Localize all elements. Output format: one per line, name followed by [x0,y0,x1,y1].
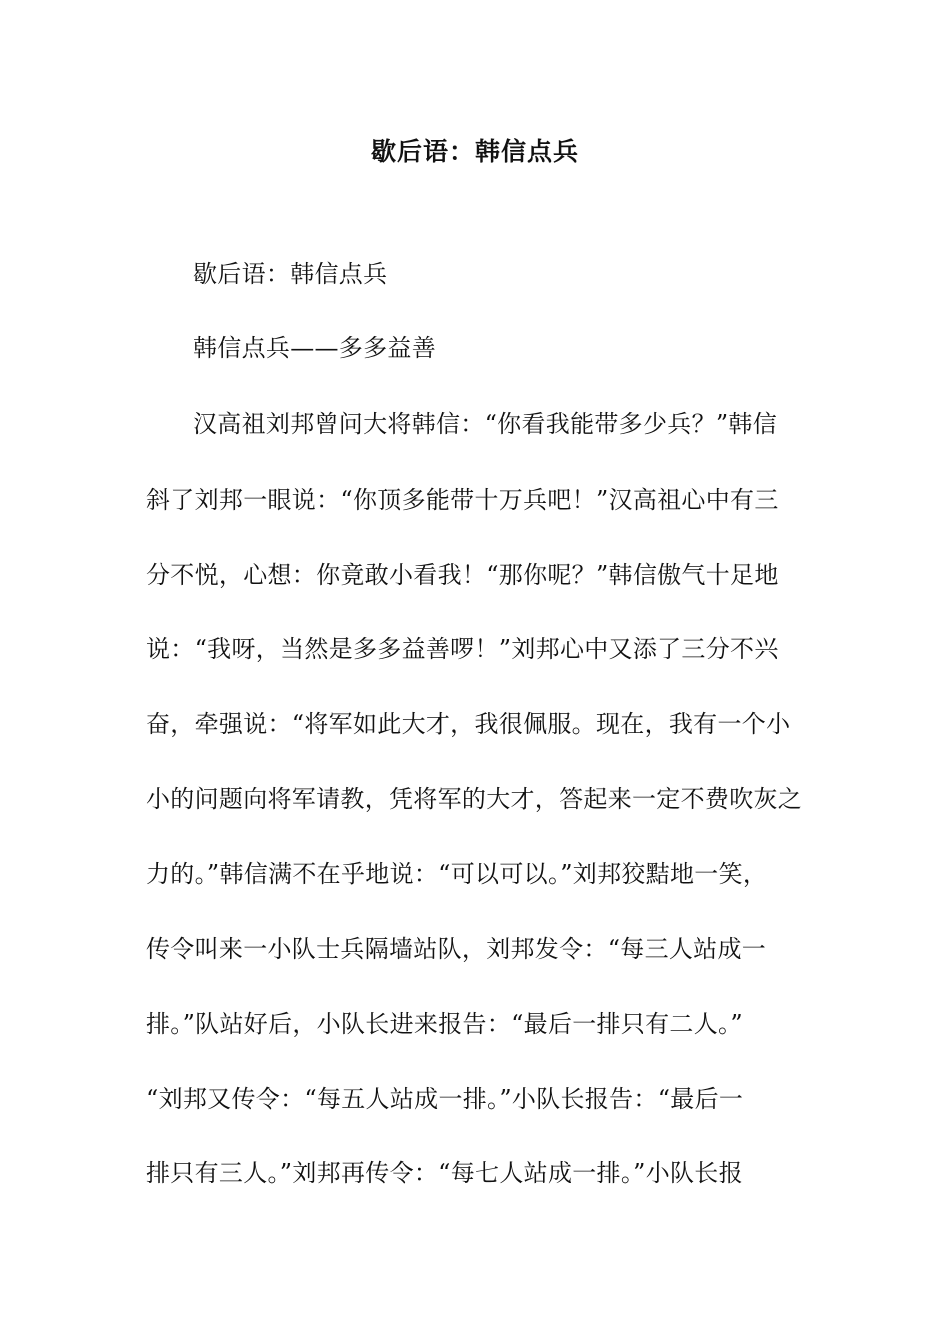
paragraph-line: 说：“我呀，当然是多多益善啰！”刘邦心中又添了三分不兴 [146,635,779,663]
paragraph-line: 排只有三人。”刘邦再传令：“每七人站成一排。”小队长报 [146,1159,743,1187]
paragraph-line: 汉高祖刘邦曾问大将韩信：“你看我能带多少兵？”韩信 [193,410,778,438]
document-title: 歇后语：韩信点兵 [370,137,579,166]
paragraph-line: “刘邦又传令：“每五人站成一排。”小队长报告：“最后一 [146,1085,744,1113]
paragraph-line: 排。”队站好后，小队长进来报告：“最后一排只有二人。” [146,1010,743,1038]
paragraph-line: 歇后语：韩信点兵 [193,260,388,288]
paragraph-line: 小的问题向将军请教，凭将军的大才，答起来一定不费吹灰之 [146,785,803,813]
paragraph-line: 力的。”韩信满不在乎地说：“可以可以。”刘邦狡黠地一笑， [146,860,768,888]
paragraph-line: 传令叫来一小队士兵隔墙站队，刘邦发令：“每三人站成一 [146,935,767,963]
paragraph-line: 斜了刘邦一眼说：“你顶多能带十万兵吧！”汉高祖心中有三 [146,486,779,514]
paragraph-line: 韩信点兵——多多益善 [193,334,436,362]
paragraph-line: 奋，牵强说：“将军如此大才，我很佩服。现在，我有一个小 [146,710,791,738]
paragraph-line: 分不悦，心想：你竟敢小看我！“那你呢？”韩信傲气十足地 [146,561,779,589]
